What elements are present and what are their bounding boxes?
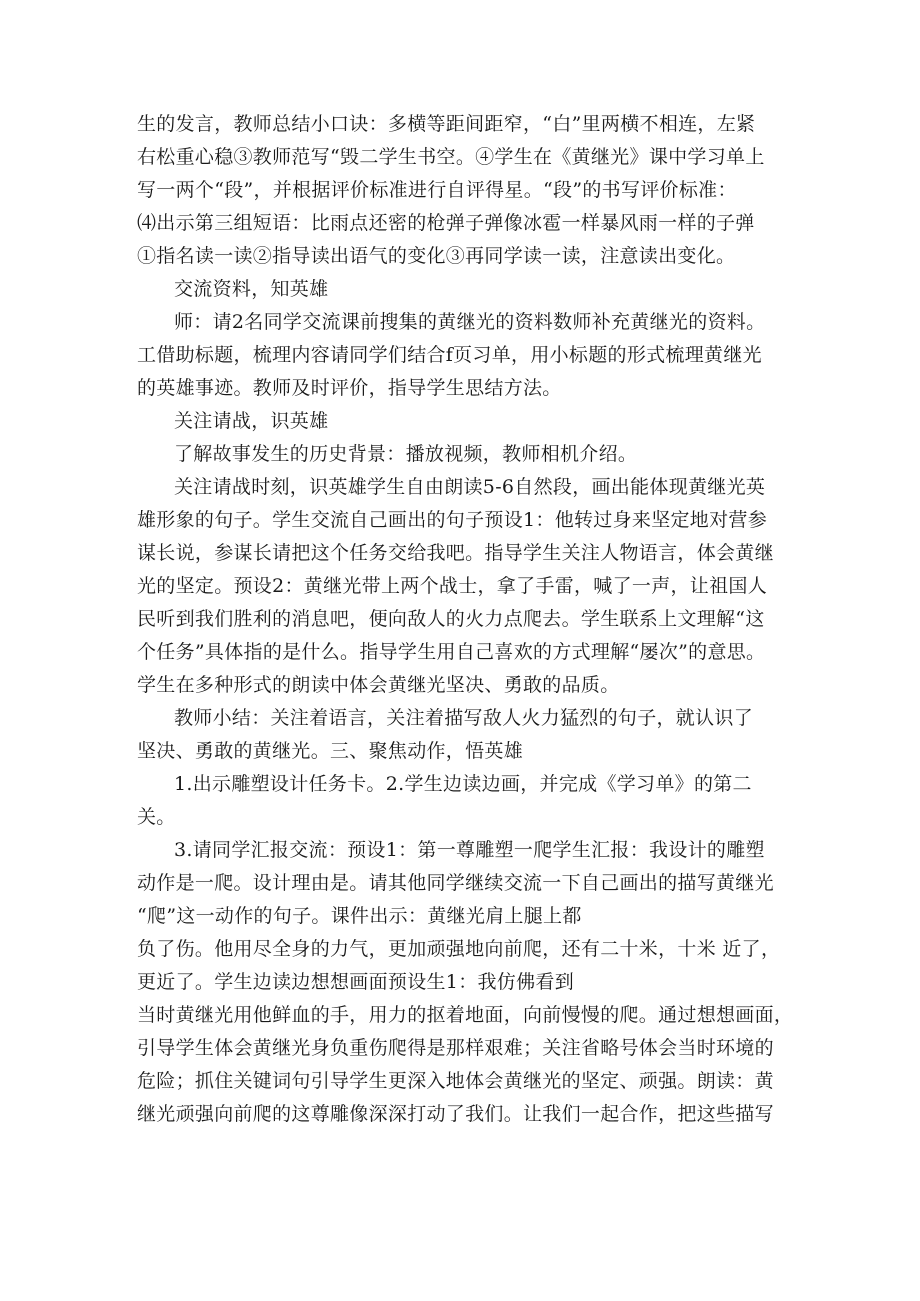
text-line: 教师小结：关注着语言，关注着描写敌人火力猛烈的句子，就认识了: [174, 707, 754, 729]
text-line: “爬”这一动作的句子。课件出示：黄继光肩上腿上都: [137, 905, 582, 927]
text-line: 1.出示雕塑设计任务卡。2.学生边读边画，并完成《学习单》的第二: [174, 773, 752, 795]
document-body: [137, 108, 793, 1131]
text-line: 动作是一爬。设计理由是。请其他同学继续交流一下自己画出的描写黄继光: [137, 872, 774, 894]
text-line: 交流资料，知英雄: [174, 278, 329, 300]
text-line: 3.请同学汇报交流：预设1：第一尊雕塑一爬学生汇报：我设计的雕塑: [174, 839, 765, 861]
text-line: 当时黄继光用他鲜血的手，用力的抠着地面，向前慢慢的爬。通过想想画面，: [137, 1004, 794, 1026]
text-line: ⑷出示第三组短语：比雨点还密的枪弹子弹像冰雹一样暴风雨一样的子弹: [137, 212, 755, 234]
text-line: 右松重心稳③教师范写“毁二学生书空。④学生在《黄继光》课中学习单上: [137, 146, 765, 168]
text-line: 关注请战时刻，识英雄学生自由朗读5-6自然段，画出能体现黄继光英: [174, 476, 766, 498]
text-line: 生的发言，教师总结小口诀：多横等距间距窄，“白”里两横不相连，左紧: [137, 113, 756, 135]
text-line: 师：请2名同学交流课前搜集的黄继光的资料数师补充黄继光的资料。: [174, 311, 766, 333]
text-line: 更近了。学生边读边想想画面预设生1：我仿佛看到: [137, 971, 574, 993]
text-line: 关注请战，识英雄: [174, 410, 329, 432]
text-line: 关。: [137, 806, 176, 828]
text-line: 工借助标题，梳理内容请同学们结合f页习单，用小标题的形式梳理黄继光: [137, 344, 762, 366]
text-line: 负了伤。他用尽全身的力气，更加顽强地向前爬，还有二十米，十米 近了，: [137, 938, 781, 960]
text-line: 继光顽强向前爬的这尊雕像深深打动了我们。让我们一起合作，把这些描写: [137, 1103, 774, 1125]
text-line: 坚决、勇敢的黄继光。三、聚焦动作，悟英雄: [137, 740, 524, 762]
text-line: 写一两个“段”，并根据评价标准进行自评得星。“段”的书写评价标准：: [137, 179, 737, 201]
text-line: ①指名读一读②指导读出语气的变化③再同学读一读，注意读出变化。: [137, 245, 736, 267]
text-line: 学生在多种形式的朗读中体会黄继光坚决、勇敢的品质。: [137, 674, 620, 696]
text-line: 谋长说，参谋长请把这个任务交给我吧。指导学生关注人物语言，体会黄继: [137, 542, 774, 564]
text-line: 危险；抓住关键词句引导学生更深入地体会黄继光的坚定、顽强。朗读：黄: [137, 1070, 774, 1092]
text-line: 的英雄事迹。教师及时评价，指导学生思结方法。: [137, 377, 562, 399]
text-line: 了解故事发生的历史背景：播放视频，教师相机介绍。: [174, 443, 638, 465]
text-line: 个任务”具体指的是什么。指导学生用自己喜欢的方式理解“屡次”的意思。: [137, 641, 766, 663]
text-line: 雄形象的句子。学生交流自己画出的句子预设1：他转过身来坚定地对营参: [137, 509, 767, 531]
text-line: 民听到我们胜利的消息吧，便向敌人的火力点爬去。学生联系上文理解“这: [137, 608, 765, 630]
text-line: 引导学生体会黄继光身负重伤爬得是那样艰难；关注省略号体会当时环境的: [137, 1037, 774, 1059]
text-line: 光的坚定。预设2：黄继光带上两个战士，拿了手雷，喊了一声，让祖国人: [137, 575, 767, 597]
